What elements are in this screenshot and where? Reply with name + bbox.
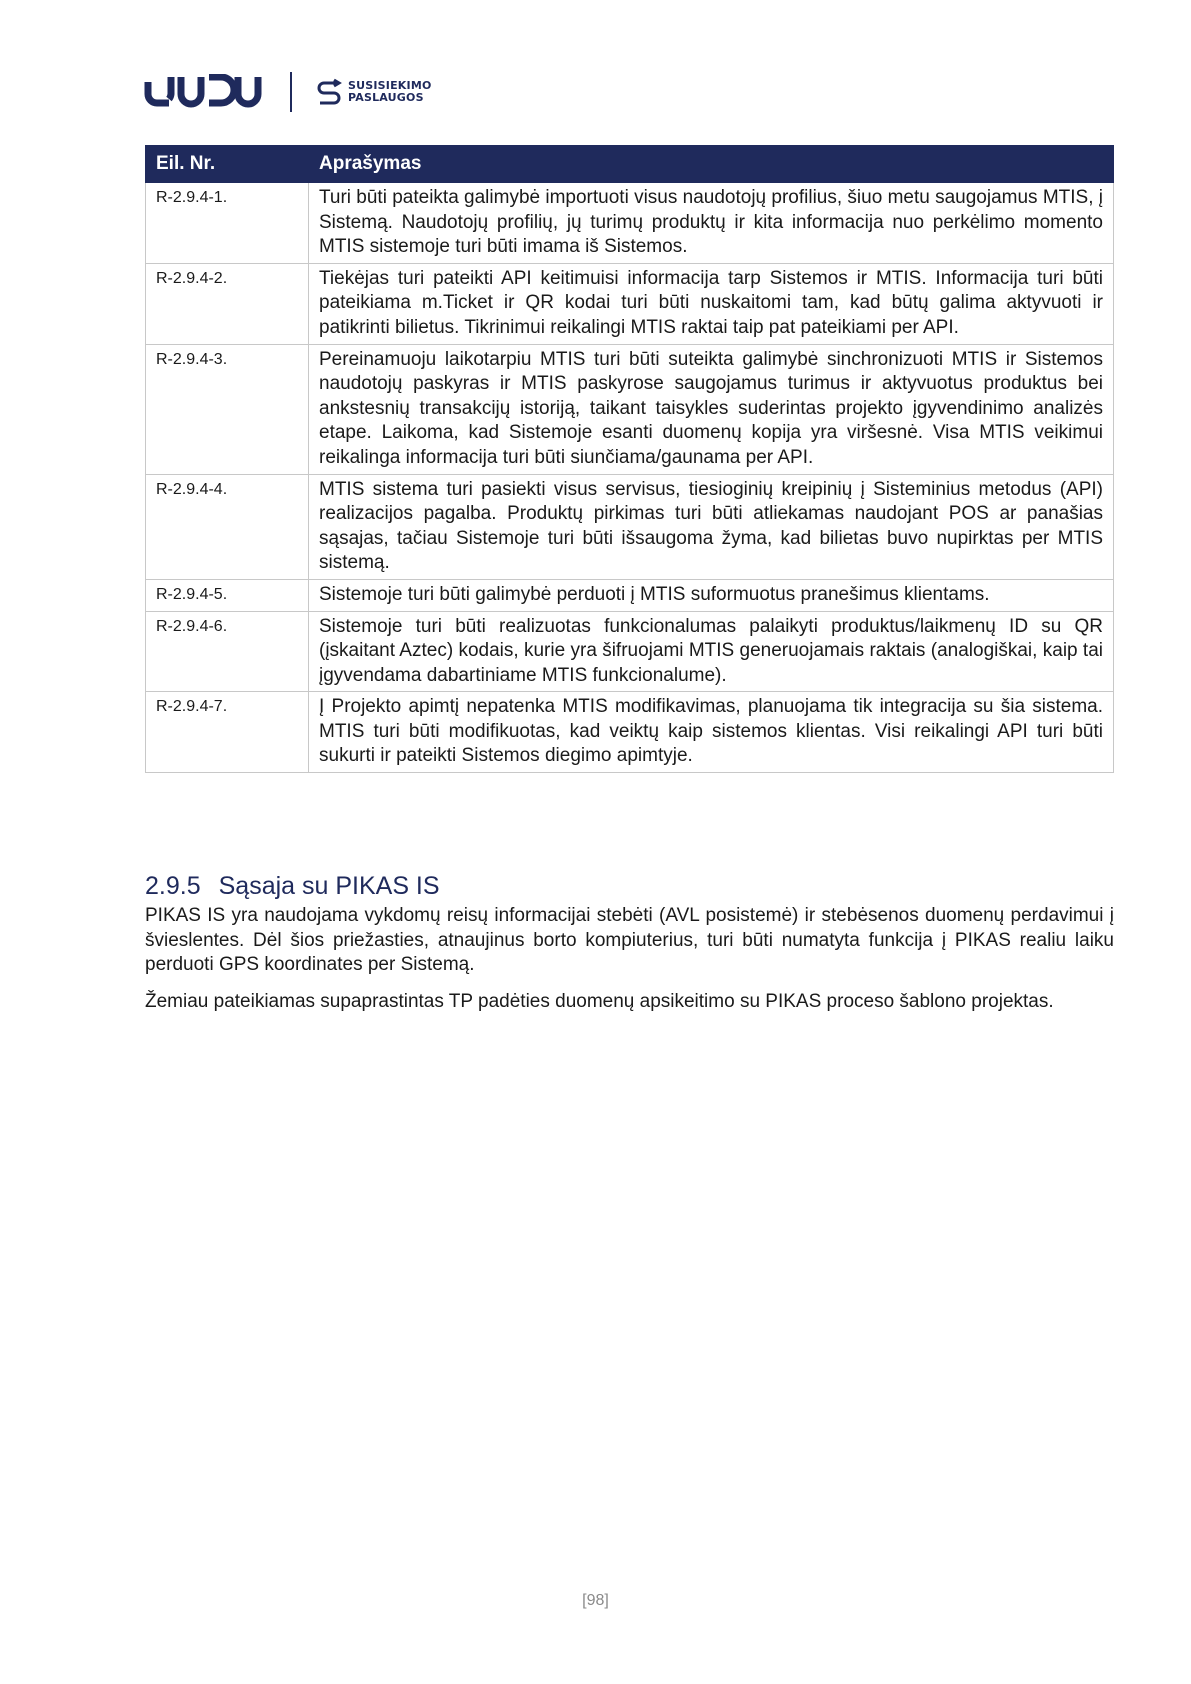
row-number: R-2.9.4-1.	[146, 183, 309, 264]
col-header-description: Aprašymas	[309, 146, 1114, 183]
section-paragraph: Žemiau pateikiamas supaprastintas TP padėties duomenų apsikeitimo su PIKAS proceso šablono projektas.	[145, 990, 1054, 1012]
table-row	[146, 692, 1114, 773]
row-number: R-2.9.4-3.	[146, 344, 309, 474]
table-row	[146, 263, 1114, 344]
row-number: R-2.9.4-2.	[146, 263, 309, 344]
table-row	[146, 474, 1114, 579]
requirements-table	[145, 145, 1114, 773]
row-description: Pereinamuoju laikotarpiu MTIS turi būti suteikta galimybė sinchronizuoti MTIS ir Sistemos naudotojų paskyras ir MTIS paskyrose saugojamus turimus ir aktyvuotus produktus bei ankstesnių transakcijų istoriją, taikant taisykles suderintas projekto įgyvendinimo analizės etape. Laikoma, kad Sistemoje esanti duomenų kopija yra viršesnė. Visa MTIS veikimui reikalinga informacija turi būti siunčiama/gaunama per API.	[309, 344, 1114, 474]
table-row	[146, 579, 1114, 611]
row-number: R-2.9.4-6.	[146, 611, 309, 692]
row-description: Tiekėjas turi pateikti API keitimuisi informacija tarp Sistemos ir MTIS. Informacija turi būti pateikiama m.Ticket ir QR kodai turi būti nuskaitomi tam, kad būtų galima aktyvuoti ir patikrinti bilietus. Tikrinimui reikalingi MTIS raktai taip pat pateikiami per API.	[309, 263, 1114, 344]
table-row	[146, 611, 1114, 692]
partner-logo	[314, 77, 432, 107]
section-paragraph: PIKAS IS yra naudojama vykdomų reisų informacijai stebėti (AVL posistemė) ir stebėsenos duomenų perdavimui į švieslentes. Dėl šios priežasties, atnaujinus borto kompiuterius, turi būti numatyta funkcija į PIKAS realiu laiku perduoti GPS koordinates per Sistemą.	[145, 905, 1114, 976]
page-header	[144, 70, 432, 114]
section-heading	[145, 870, 1114, 902]
row-number: R-2.9.4-7.	[146, 692, 309, 773]
section-title: Sąsaja su PIKAS IS	[218, 872, 440, 900]
row-number: R-2.9.4-5.	[146, 579, 309, 611]
table-row	[146, 344, 1114, 474]
row-description: Turi būti pateikta galimybė importuoti visus naudotojų profilius, šiuo metu saugojamus MTIS, į Sistemą. Naudotojų profilių, jų turimų produktų ir kita informacija nuo perkėlimo momento MTIS sistemoje turi būti imama iš Sistemos.	[309, 183, 1114, 264]
table-header-row	[146, 146, 1114, 183]
row-description: Sistemoje turi būti realizuotas funkcionalumas palaikyti produktus/laikmenų ID su QR (įskaitant Aztec) kodais, kurie yra šifruojami MTIS generuojamais raktais (analogiškai, kaip tai įgyvendama dabartiniame MTIS funkcionalume).	[309, 611, 1114, 692]
col-header-nr: Eil. Nr.	[146, 146, 309, 183]
logo-divider	[290, 72, 292, 112]
row-description: Į Projekto apimtį nepatenka MTIS modifikavimas, planuojama tik integracija su šia sistema. MTIS turi būti modifikuotas, kad veiktų kaip sistemos klientas. Visi reikalingi API turi būti sukurti ir pateikti Sistemos diegimo apimtyje.	[309, 692, 1114, 773]
page-number: [98]	[582, 1592, 609, 1609]
table-row	[146, 183, 1114, 264]
judu-logo	[144, 74, 268, 110]
row-description: Sistemoje turi būti galimybė perduoti į MTIS suformuotus pranešimus klientams.	[309, 579, 1114, 611]
partner-logo-text: SUSISIEKIMO PASLAUGOS	[348, 79, 432, 104]
row-description: MTIS sistema turi pasiekti visus servisus, tiesioginių kreipinių į Sisteminius metodus (API) realizacijos pagalba. Produktų pirkimas turi būti atliekamas naudojant POS ar panašias sąsajas, tačiau Sistemoje turi būti išsaugoma žyma, kad bilietas buvo nupirktas per MTIS sistemą.	[309, 474, 1114, 579]
row-number: R-2.9.4-4.	[146, 474, 309, 579]
section-pikas	[145, 870, 1114, 1026]
partner-logo-icon	[314, 77, 344, 107]
section-number: 2.9.5	[145, 872, 201, 900]
